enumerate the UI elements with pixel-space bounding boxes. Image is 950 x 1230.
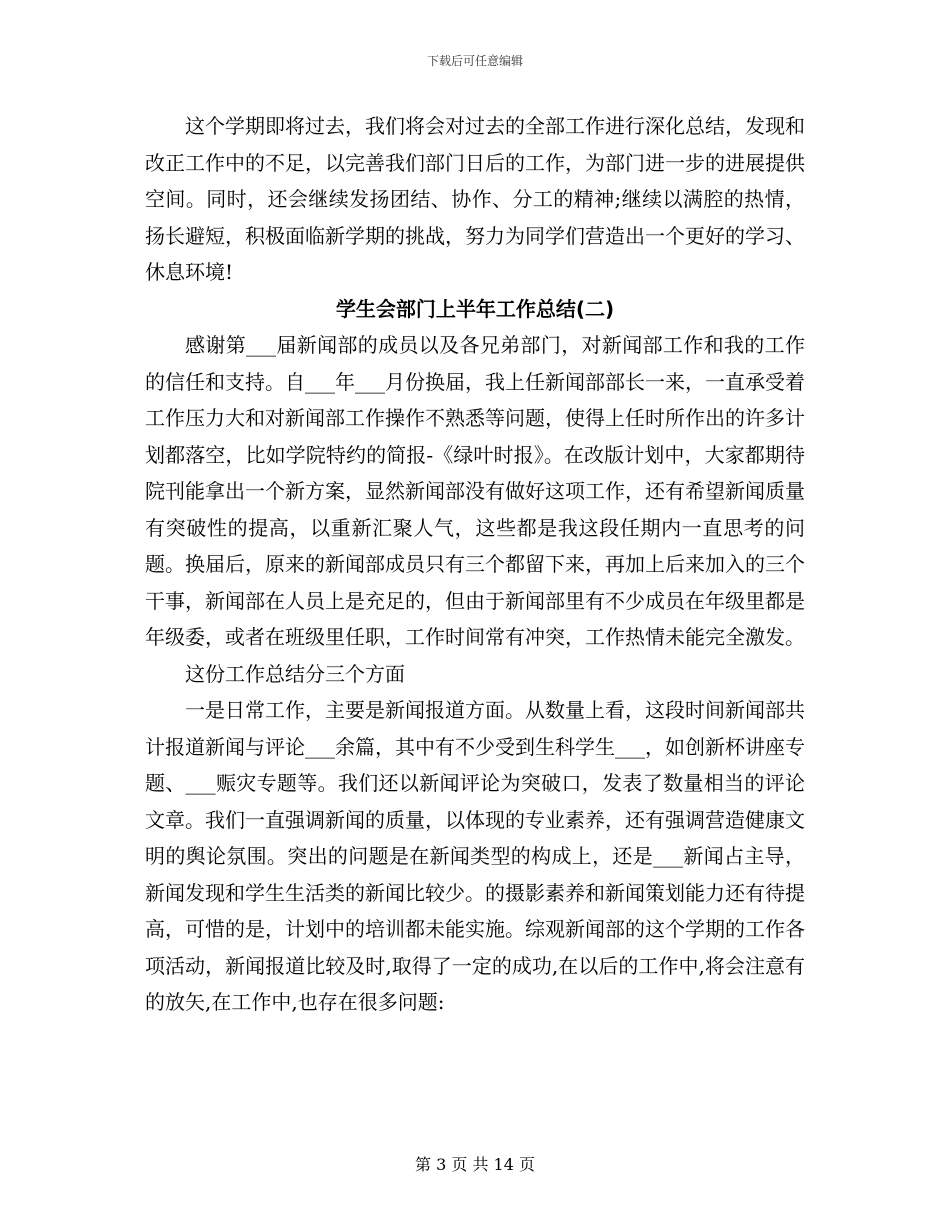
paragraph-2: 感谢第___届新闻部的成员以及各兄弟部门，对新闻部工作和我的工作的信任和支持。自___年___月份换届，我上任新闻部部长一来，一直承受着工作压力大和对新闻部工作操作不熟悉等问题，使得上任时所作出的许多计划都落空，比如学院特约的简报-《绿叶时报》。在改版计划中，大家都期待院刊能拿出一个新方案，显然新闻部没有做好这项工作，还有希望新闻质量有突破性的提高，以重新汇聚人气，这些都是我这段任期内一直思考的问题。换届后，原来的新闻部成员只有三个都留下来，再加上后来加入的三个干事，新闻部在人员上是充足的，但由于新闻部里有不少成员在年级里都是年级委，或者在班级里任职，工作时间常有冲突，工作热情未能完全激发。: [145, 333, 805, 649]
section-title: 学生会部门上半年工作总结(二): [335, 296, 615, 321]
paragraph-4: 一是日常工作，主要是新闻报道方面。从数量上看，这段时间新闻部共计报道新闻与评论___余篇，其中有不少受到生科学生___，如创新杯讲座专题、___赈灾专题等。我们还以新闻评论为突破口，发表了数量相当的评论文章。我们一直强调新闻的质量，以体现的专业素养，还有强调营造健康文明的舆论氛围。突出的问题是在新闻类型的构成上，还是___新闻占主导，新闻发现和学生生活类的新闻比较少。的摄影素养和新闻策划能力还有待提高，可惜的是，计划中的培训都未能实施。综观新闻部的这个学期的工作各项活动，新闻报道比较及时,取得了一定的成功,在以后的工作中,将会注意有的放矢,在工作中,也存在很多问题:: [145, 698, 805, 1014]
paragraph-1: 这个学期即将过去，我们将会对过去的全部工作进行深化总结，发现和改正工作中的不足，以完善我们部门日后的工作，为部门进一步的进展提供空间。同时，还会继续发扬团结、协作、分工的精神;继续以满腔的热情，扬长避短，积极面临新学期的挑战，努力为同学们营造出一个更好的学习、休息环境!: [145, 114, 805, 284]
page-number-footer: 第 3 页 共 14 页: [415, 1155, 535, 1174]
document-body: [145, 108, 805, 1021]
paragraph-3: 这份工作总结分三个方面: [185, 661, 405, 686]
header-note: 下载后可任意编辑: [426, 54, 523, 68]
